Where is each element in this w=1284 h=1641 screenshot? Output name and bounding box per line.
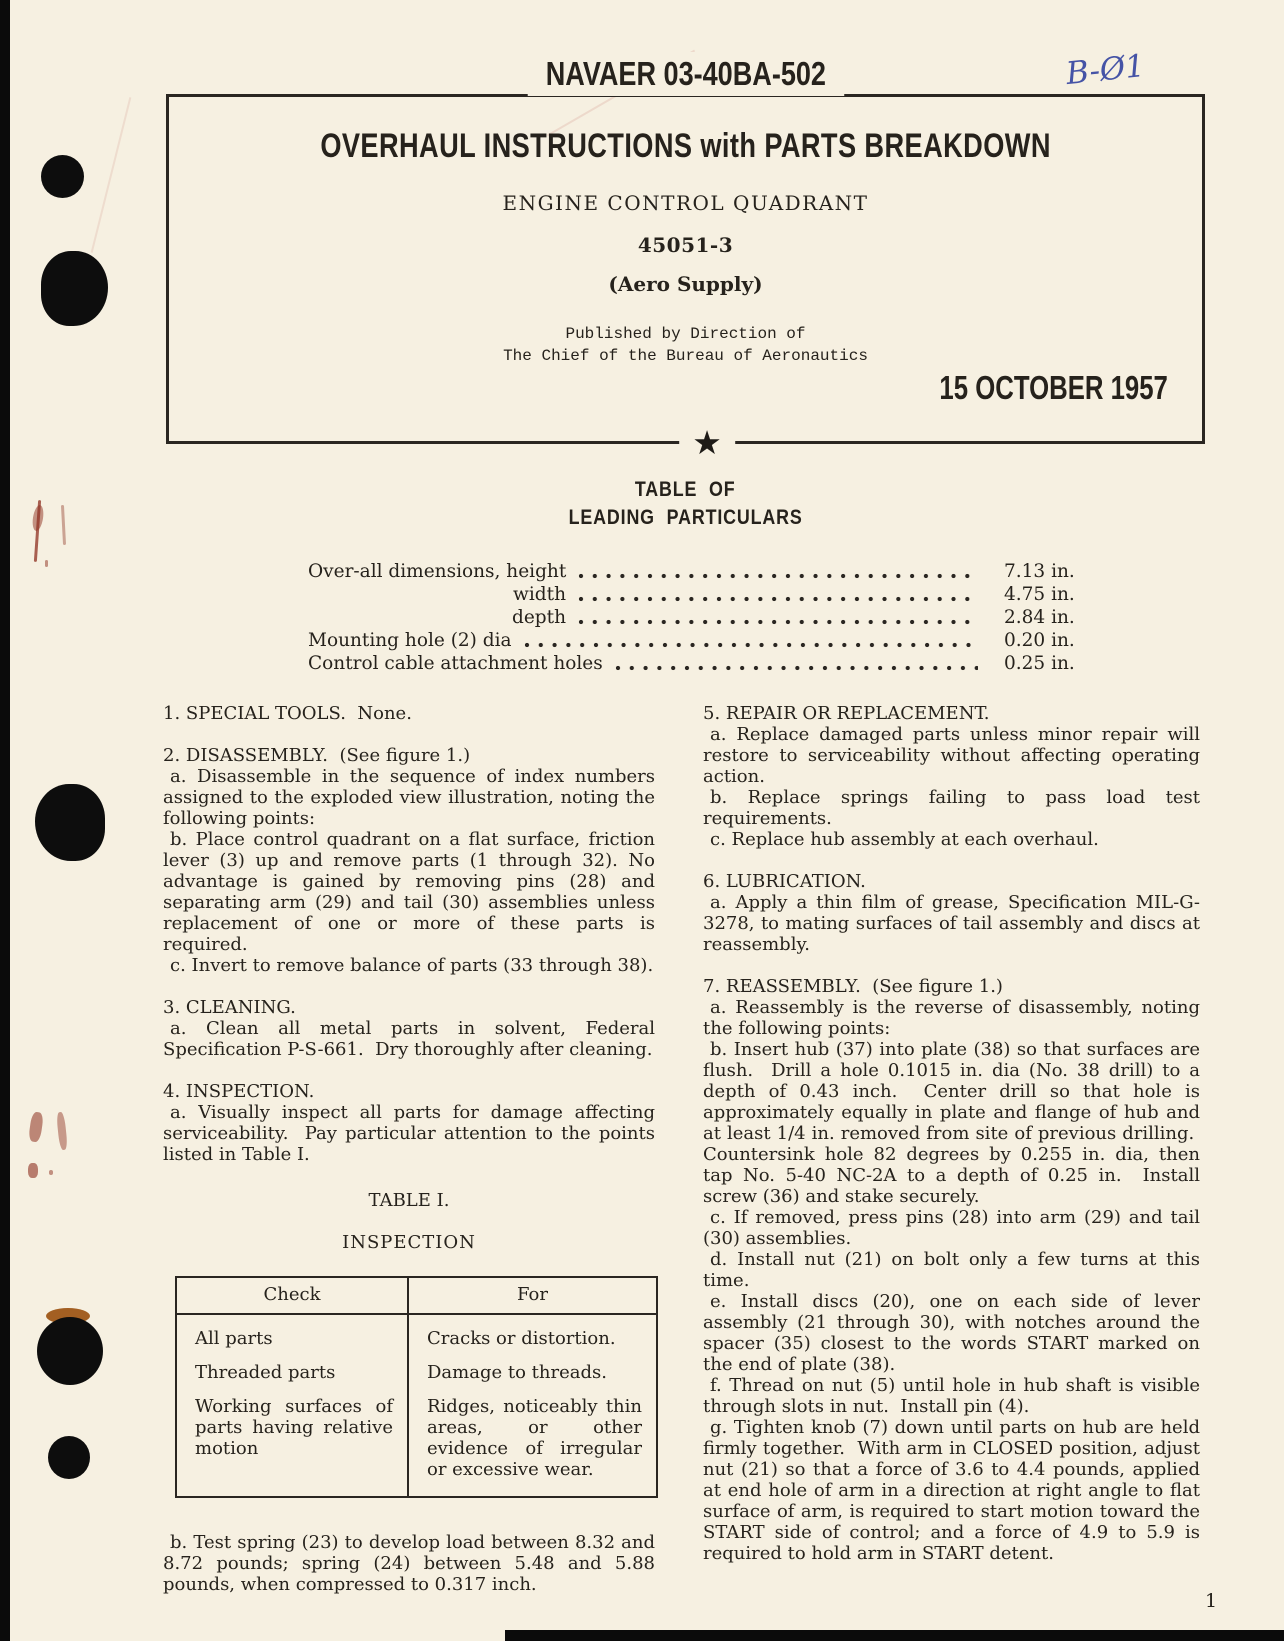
lp-row-height bbox=[308, 560, 1078, 583]
lp-label: width bbox=[513, 584, 566, 605]
lp-value: 0.20 in. bbox=[1004, 630, 1075, 651]
ink-smudge bbox=[45, 560, 48, 567]
punch-hole-5 bbox=[48, 1436, 90, 1479]
table-subtitle: INSPECTION bbox=[342, 1232, 476, 1253]
doc-number: NAVAER 03-40BA-502 bbox=[166, 52, 1205, 96]
paragraph: e. Install discs (20), one on each side of lever assembly (21 through 30), with notches around the spacer (35) closest to the words START marked on the end of plate (38). bbox=[703, 1291, 1200, 1375]
cell-check: Threaded parts bbox=[176, 1349, 408, 1383]
left-column bbox=[163, 703, 655, 1595]
lp-value: 0.25 in. bbox=[1004, 653, 1075, 674]
manufacturer: (Aero Supply) bbox=[608, 272, 763, 296]
paragraph: g. Tighten knob (7) down until parts on hub are held firmly together. With arm in CLOSED position, adjust nut (21) so that a force of 3.6 to 4.4 pounds, applied at end hole of arm in a direction at right angle to flat surface of arm, is required to start motion toward the START side of control; and a force of 4.9 to 5.9 is required to hold arm in START detent. bbox=[703, 1417, 1200, 1564]
section-cleaning bbox=[163, 997, 655, 1060]
lp-label: depth bbox=[512, 607, 566, 628]
section-inspection bbox=[163, 1081, 655, 1165]
page-number: 1 bbox=[1205, 1590, 1218, 1612]
ink-smudge bbox=[28, 1111, 44, 1142]
document-subtitle: ENGINE CONTROL QUADRANT bbox=[502, 191, 869, 215]
part-number: 45051-3 bbox=[637, 233, 734, 257]
punch-hole-1 bbox=[41, 155, 84, 198]
lp-row-cable-holes bbox=[308, 652, 1078, 675]
dot-leader bbox=[615, 665, 978, 671]
title-box bbox=[166, 94, 1205, 444]
cell-for: Ridges, noticeably thin areas, or other evidence of irregular or excessive wear. bbox=[427, 1396, 642, 1480]
paragraph: b. Place control quadrant on a flat surface, friction lever (3) up and remove parts (1 through 32). No advantage is gained by removing pins (28) and separating arm (29) and tail (30) assemblies unless replacement of one or more of these parts is required. bbox=[163, 829, 655, 955]
table-title: TABLE I. bbox=[368, 1190, 450, 1211]
paragraph: c. Replace hub assembly at each overhaul. bbox=[710, 829, 1099, 850]
scan-edge-bottom bbox=[505, 1630, 1284, 1641]
lp-label: Over-all dimensions, height bbox=[308, 561, 567, 582]
publisher-note bbox=[169, 323, 1202, 367]
paragraph: a. Visually inspect all parts for damage affecting serviceability. Pay particular attention to the points listed in Table I. bbox=[163, 1102, 655, 1165]
table-row bbox=[176, 1383, 657, 1497]
ink-smudge bbox=[61, 505, 66, 545]
section-heading: 6. LUBRICATION. bbox=[703, 871, 866, 892]
scan-edge-left bbox=[0, 0, 10, 1641]
publication-date: 15 OCTOBER 1957 bbox=[939, 369, 1168, 406]
table-header-row bbox=[176, 1277, 657, 1314]
punch-hole-3 bbox=[35, 784, 105, 861]
column-header-check: Check bbox=[176, 1277, 408, 1314]
ink-smudge bbox=[56, 1112, 68, 1151]
table-row bbox=[176, 1314, 657, 1349]
body-columns bbox=[163, 703, 1200, 1595]
dot-leader bbox=[578, 596, 978, 602]
ink-smudge bbox=[31, 504, 45, 531]
paragraph: a. Replace damaged parts unless minor repair will restore to serviceability without affecting operating action. bbox=[703, 724, 1200, 787]
paragraph: a. Clean all metal parts in solvent, Federal Specification P-S-661. Dry thoroughly after cleaning. bbox=[163, 1018, 655, 1060]
dot-leader bbox=[578, 619, 978, 625]
lp-row-width bbox=[308, 583, 1078, 606]
paragraph: a. Reassembly is the reverse of disassembly, noting the following points: bbox=[703, 997, 1200, 1039]
publisher-line-1: Published by Direction of bbox=[565, 325, 806, 343]
lp-label: Control cable attachment holes bbox=[308, 653, 603, 674]
section-heading: 1. SPECIAL TOOLS. None. bbox=[163, 703, 412, 724]
section-heading: 4. INSPECTION. bbox=[163, 1081, 315, 1102]
punch-hole-2 bbox=[41, 251, 108, 326]
section-heading: 3. CLEANING. bbox=[163, 997, 296, 1018]
lp-value: 4.75 in. bbox=[1004, 584, 1075, 605]
publisher-line-2: The Chief of the Bureau of Aeronautics bbox=[503, 347, 868, 365]
leading-particulars-list bbox=[308, 560, 1078, 675]
paper-scuff bbox=[91, 97, 132, 253]
paragraph: c. If removed, press pins (28) into arm (29) and tail (30) assemblies. bbox=[703, 1207, 1200, 1249]
lp-value: 2.84 in. bbox=[1004, 607, 1075, 628]
paragraph: d. Install nut (21) on bolt only a few turns at this time. bbox=[703, 1249, 1200, 1291]
lp-row-depth bbox=[308, 606, 1078, 629]
ink-smudge bbox=[28, 1163, 38, 1178]
cell-check: Working surfaces of parts having relative motion bbox=[176, 1383, 408, 1497]
paragraph: b. Test spring (23) to develop load between 8.32 and 8.72 pounds; spring (24) between 5.48 and 5.88 pounds, when compressed to 0.317 inch. bbox=[163, 1532, 655, 1595]
section-reassembly bbox=[703, 976, 1200, 1564]
paragraph: b. Replace springs failing to pass load test requirements. bbox=[703, 787, 1200, 829]
star-icon: ★ bbox=[679, 425, 735, 461]
section-heading: 2. DISASSEMBLY. (See figure 1.) bbox=[163, 745, 471, 766]
handwritten-mark: B-Ø1 bbox=[1064, 47, 1147, 93]
section-repair bbox=[703, 703, 1200, 850]
cell-for: Damage to threads. bbox=[427, 1362, 607, 1383]
right-column bbox=[703, 703, 1200, 1595]
cell-for: Cracks or distortion. bbox=[427, 1328, 616, 1349]
ink-smudge bbox=[49, 1170, 53, 1175]
paragraph: c. Invert to remove balance of parts (33 through 38). bbox=[170, 955, 654, 976]
inspection-table bbox=[175, 1276, 658, 1498]
table-row bbox=[176, 1349, 657, 1383]
paragraph: f. Thread on nut (5) until hole in hub shaft is visible through slots in nut. Install pin (4). bbox=[703, 1375, 1200, 1417]
punch-hole-4 bbox=[37, 1317, 103, 1385]
document-title: OVERHAUL INSTRUCTIONS with PARTS BREAKDOWN bbox=[320, 127, 1051, 165]
lp-value: 7.13 in. bbox=[1004, 561, 1075, 582]
section-heading: 5. REPAIR OR REPLACEMENT. bbox=[703, 703, 990, 724]
section-lubrication bbox=[703, 871, 1200, 955]
leading-particulars-heading-2: LEADING PARTICULARS bbox=[568, 506, 803, 529]
paragraph: b. Insert hub (37) into plate (38) so that surfaces are flush. Drill a hole 0.1015 in. dia (No. 38 drill) to a depth of 0.43 inch. Center drill so that hole is approximately equally in plate and flange of hub and at least 1/4 in. removed from site of previous drilling. Countersink hole 82 degrees by 0.255 in. dia, then tap No. 5-40 NC-2A to a depth of 0.25 in. Install screw (36) and stake securely. bbox=[703, 1039, 1200, 1207]
dot-leader bbox=[578, 573, 978, 579]
lp-label: Mounting hole (2) dia bbox=[308, 630, 512, 651]
lp-row-mounting-hole bbox=[308, 629, 1078, 652]
section-heading: 7. REASSEMBLY. (See figure 1.) bbox=[703, 976, 1003, 997]
paragraph: a. Disassemble in the sequence of index numbers assigned to the exploded view illustration, noting the following points: bbox=[163, 766, 655, 829]
column-header-for: For bbox=[408, 1277, 657, 1314]
leading-particulars-heading-1: TABLE OF bbox=[635, 478, 736, 501]
cell-check: All parts bbox=[176, 1314, 408, 1349]
section-disassembly bbox=[163, 745, 655, 976]
section-special-tools bbox=[163, 703, 655, 724]
paragraph: a. Apply a thin film of grease, Specification MIL-G-3278, to mating surfaces of tail assembly and discs at reassembly. bbox=[703, 892, 1200, 955]
dot-leader bbox=[524, 642, 978, 648]
